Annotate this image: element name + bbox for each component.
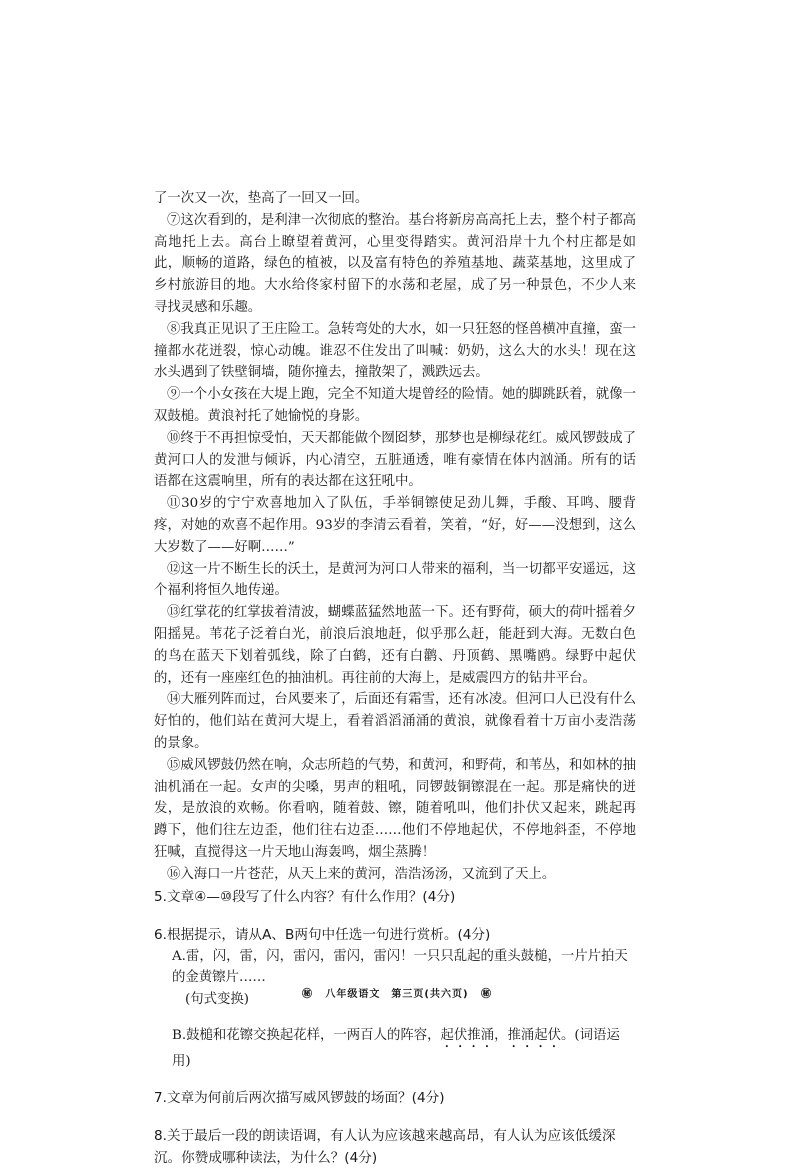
paragraph-13: ⑬红掌花的红掌拔着清波，蝴蝶蓝猛然地蓝一下。还有野荷，硕大的荷叶摇着夕阳摇晃。苇花子泛着白光，前浪后浪地赶，似乎那么赶，能赶到大海。无数白色的鸟在蓝天下划着弧线，除了白鹤，还有白鹳、丹顶鹤、黑嘴鸥。绿野中起伏的，还有一座座红色的抽油机。再往前的大海上，是威震四方的钻井平台。 bbox=[154, 605, 636, 686]
question-8: 8.关于最后一段的朗读语调，有人认为应该越来越高昂，有人认为应该低缓深沉。你赞成哪种读法，为什么？(4分) bbox=[154, 1127, 616, 1166]
question-6: 6.根据提示，请从A、B两句中任选一句进行赏析。(4分) bbox=[154, 926, 491, 943]
paragraph-12: ⑫这一片不断生长的沃土，是黄河为河口人带来的福利，当一切都平安遥远，这个福利将恒久地传递。 bbox=[154, 561, 636, 599]
paragraph-16: ⑯入海口一片苍茫，从天上来的黄河，浩浩汤汤，又流到了天上。 bbox=[167, 866, 556, 882]
question-6-option-a-hint: (句式变换) bbox=[185, 992, 250, 1008]
paragraph-15: ⑮威风锣鼓仍然在响，众志所趋的气势，和黄河，和野荷，和苇丛，和如林的抽油机涌在一起。女声的尖嗓，男声的粗吼，同锣鼓铜镲混在一起。那是痛快的迸发，是放浪的欢畅。你看吶，随着鼓、镲，随着吼叫，他们扑伏又起来，跳起再蹲下，他们往左边歪，他们往右边歪……他们不停地起伏，不停地斜歪，不停地狂喊，直搅得这一片天地山海轰鸣，烟尘蒸腾！ bbox=[154, 757, 636, 860]
paragraph-10: ⑩终于不再担惊受怕，天天都能做个囫囵梦，那梦也是柳绿花红。威风锣鼓成了黄河口人的发泄与倾诉，内心清空，五脏通透，唯有豪情在体内汹涌。所有的话语都在这震响里，所有的表达都在这狂吼中。 bbox=[154, 430, 636, 490]
footer-text: 八年级语文 第三页(共六页) bbox=[325, 989, 469, 1000]
question-6-option-b bbox=[172, 1025, 636, 1073]
paragraph-continuation: 了一次又一次，垫高了一回又一回。 bbox=[154, 191, 369, 206]
paragraph-9: ⑨一个小女孩在大堤上跑，完全不知道大堤曾经的险情。她的脚跳跃着，就像一双鼓槌。黄浪衬托了她愉悦的身影。 bbox=[154, 387, 636, 424]
paragraph-8: ⑧我真正见识了王庄险工。急转弯处的大水，如一只狂怒的怪兽横冲直撞，蛮一撞都水花迸裂，惊心动魄。谁忍不住发出了叫喊：奶奶，这么大的水头！现在这水头遇到了铁壁铜墙，随你撞去，撞散架了，溅跌远去。 bbox=[154, 321, 636, 381]
option-b-lead: B.鼓槌和花镲交换起花样，一两百人的阵容， bbox=[172, 1027, 441, 1043]
page-footer bbox=[0, 985, 794, 1000]
paragraph-14: ⑭大雁列阵而过，台风要来了，后面还有霜雪，还有冰凌。但河口人已没有什么好怕的，他们站在黄河大堤上，看着滔滔涌涌的黄浪，就像看着十万亩小麦浩荡的景象。 bbox=[154, 692, 636, 751]
question-6-option-a: A.雷，闪，雷，闪，雷闪，雷闪，雷闪！一只只乱起的重头鼓槌，一片片拍天的金黄镲片…… bbox=[172, 948, 628, 986]
footer-ornament-right: ㊙ bbox=[481, 989, 493, 1000]
option-b-emphasis: 起伏推涌，推涌起伏 bbox=[440, 1027, 562, 1043]
question-5: 5.文章④—⑩段写了什么内容？有什么作用？(4分) bbox=[154, 888, 456, 905]
paragraph-11: ⑪30岁的宁宁欢喜地加入了队伍，手举铜镲使足劲儿舞，手酸、耳鸣、腰背疼，对她的欢喜不起作用。93岁的李清云看着，笑着，“好，好——没想到，这么大岁数了——好啊……” bbox=[154, 496, 636, 555]
footer-ornament-left: ㊙ bbox=[301, 989, 313, 1000]
reading-passage bbox=[154, 188, 636, 1169]
paragraph-7: ⑦这次看到的，是利津一次彻底的整治。基台将新房高高托上去，整个村子都高高地托上去。高台上瞭望着黄河，心里变得踏实。黄河沿岸十九个村庄都是如此，顺畅的道路，绿色的植被，以及富有特色的养殖基地、蔬菜基地，这里成了乡村旅游目的地。大水给佟家村留下的水荡和老屋，成了另一种景色，不少人来寻找灵感和乐趣。 bbox=[154, 212, 636, 315]
question-7: 7.文章为何前后两次描写威风锣鼓的场面？(4分) bbox=[154, 1089, 445, 1106]
option-b-tail: 。(词语运用) bbox=[172, 1027, 620, 1069]
